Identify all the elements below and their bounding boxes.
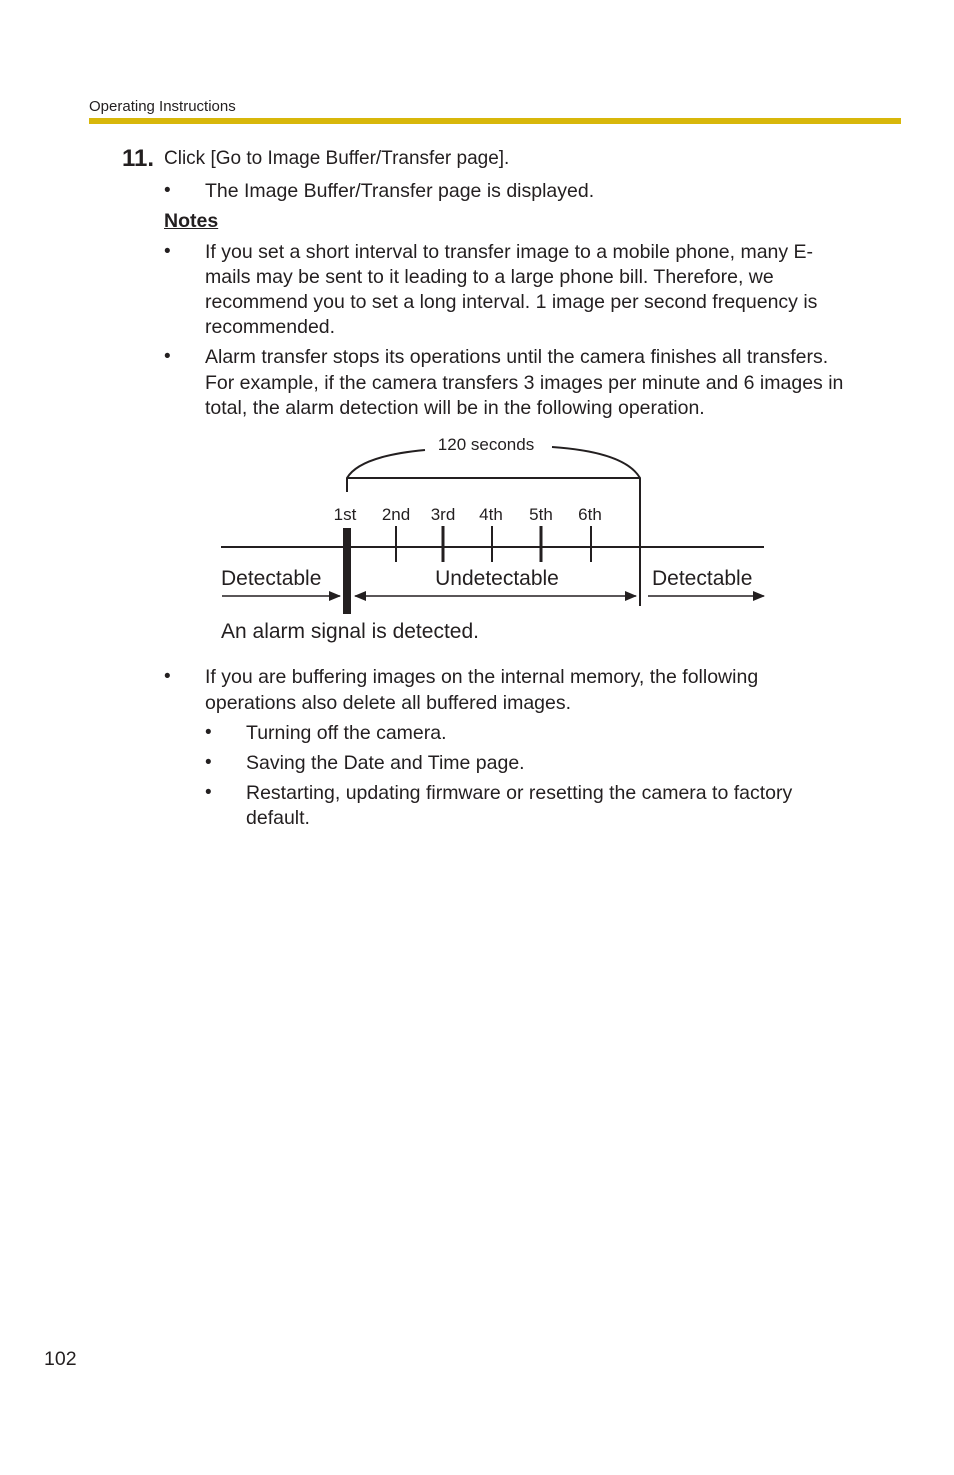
subitem: Turning off the camera. <box>246 722 447 744</box>
note3-line: operations also delete all buffered images. <box>205 692 572 714</box>
note1-line: recommended. <box>205 316 336 338</box>
note2-line: total, the alarm detection will be in the following operation. <box>205 397 705 419</box>
tick-label: 1st <box>333 505 357 524</box>
running-header: Operating Instructions <box>89 98 236 115</box>
step-number: 11. <box>122 145 155 172</box>
bullet-icon: • <box>205 722 212 743</box>
step-text: Click [Go to Image Buffer/Transfer page]. <box>164 148 510 169</box>
page-number: 102 <box>44 1348 77 1370</box>
alarm-marker <box>343 528 351 614</box>
note2-line: Alarm transfer stops its operations until the camera finishes all transfers. <box>205 346 829 368</box>
bullet-icon: • <box>164 666 171 687</box>
note1-line: recommend you to set a long interval. 1 image per second frequency is <box>205 291 818 313</box>
notes-heading: Notes <box>164 210 219 232</box>
alarm-timing-diagram <box>0 0 954 660</box>
tick-label: 5th <box>529 505 553 524</box>
note1-line: mails may be sent to it leading to a large phone bill. Therefore, we <box>205 266 774 288</box>
bullet-icon: • <box>164 241 171 262</box>
detectable-right-label: Detectable <box>652 567 753 590</box>
subitem: default. <box>246 807 310 829</box>
diagram-caption: An alarm signal is detected. <box>221 620 479 643</box>
subitem: Restarting, updating firmware or resetting the camera to factory <box>246 782 793 804</box>
note2-line: For example, if the camera transfers 3 images per minute and 6 images in <box>205 372 844 394</box>
tick-label: 6th <box>578 505 602 524</box>
note3-line: If you are buffering images on the internal memory, the following <box>205 666 759 688</box>
bullet-icon: • <box>205 752 212 773</box>
tick-label: 3rd <box>430 505 456 524</box>
note1-line: If you set a short interval to transfer image to a mobile phone, many E- <box>205 241 814 263</box>
tick-label: 4th <box>479 505 503 524</box>
detectable-left-label: Detectable <box>221 567 322 590</box>
bullet-icon: • <box>164 180 171 201</box>
duration-label: 120 seconds <box>437 435 535 454</box>
tick-label: 2nd <box>381 505 411 524</box>
bullet-icon: • <box>205 782 212 803</box>
duration-brace <box>347 450 425 492</box>
undetectable-label: Undetectable <box>435 567 559 590</box>
bullet-icon: • <box>164 346 171 367</box>
step-result: The Image Buffer/Transfer page is displayed. <box>205 180 595 202</box>
duration-brace <box>552 447 640 492</box>
subitem: Saving the Date and Time page. <box>246 752 525 774</box>
